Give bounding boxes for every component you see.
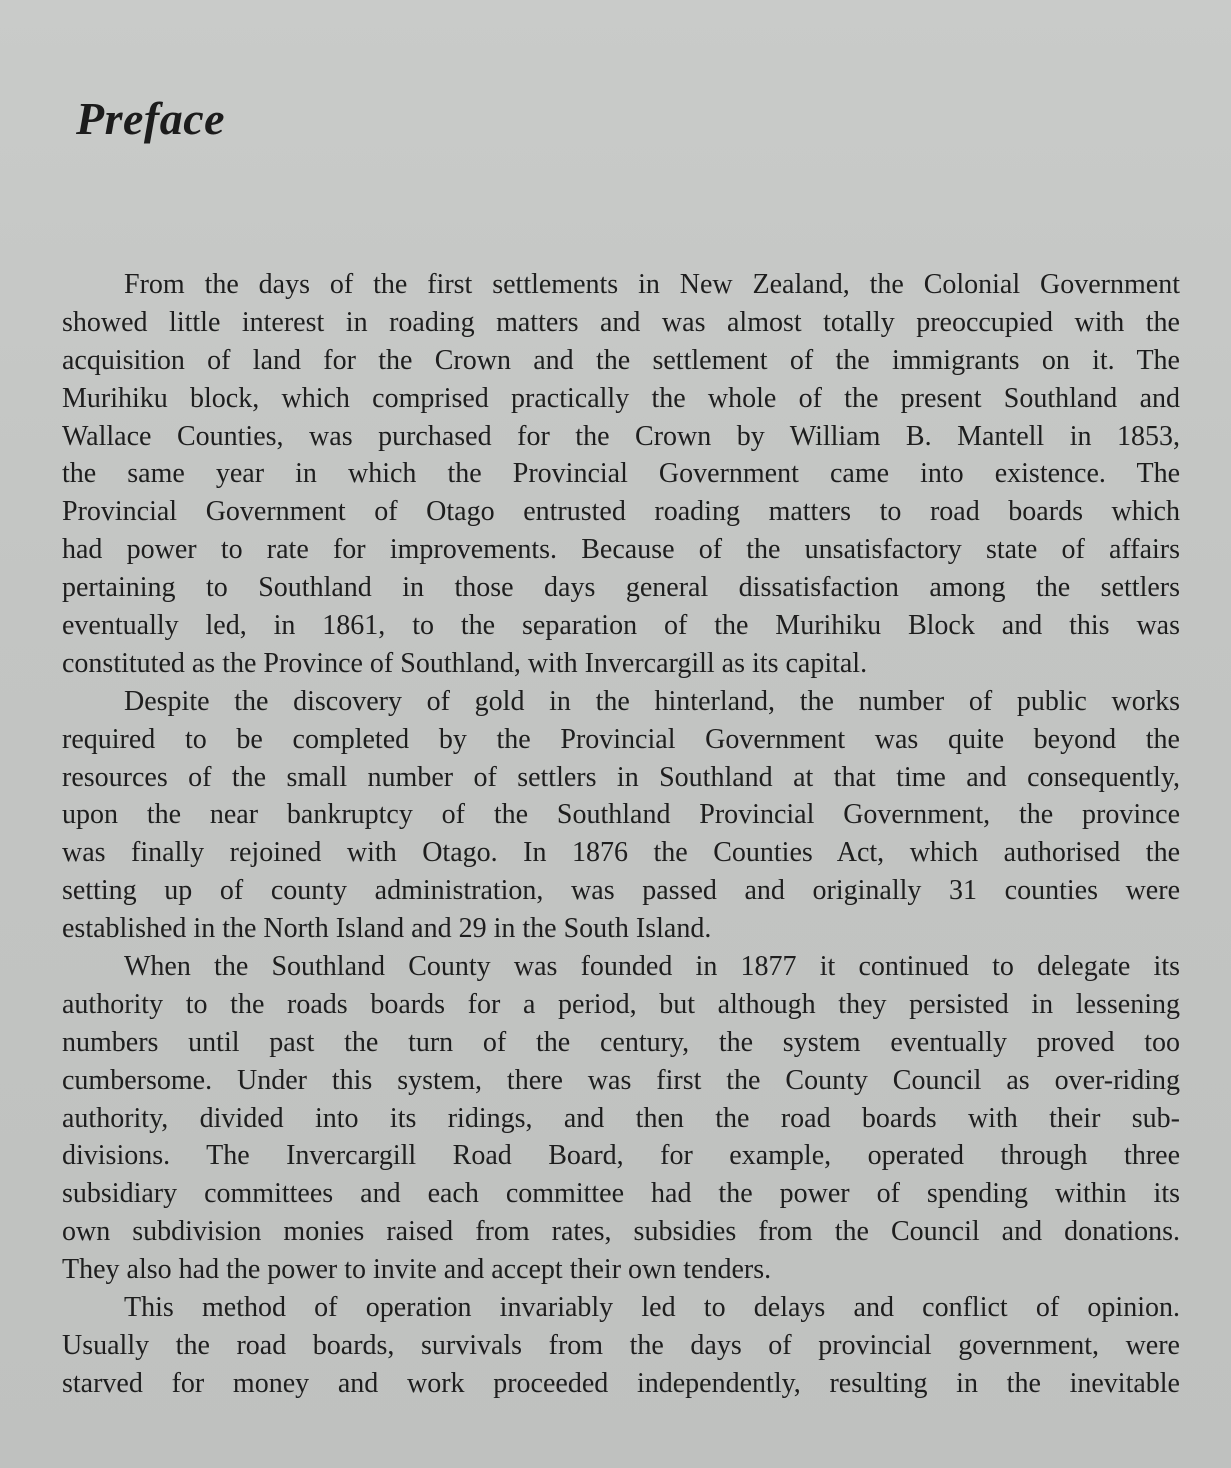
text-line: resources of the small number of settlers in Southland at that time and consequently, <box>62 761 1180 793</box>
text-line: authority to the roads boards for a period, but although they persisted in lessening <box>62 988 1180 1020</box>
text-line: cumbersome. Under this system, there was first the County Council as over-riding <box>62 1064 1180 1096</box>
paragraph-1 <box>62 266 1180 683</box>
preface-body <box>62 266 1180 1403</box>
text-line: divisions. The Invercargill Road Board, for example, operated through three <box>62 1140 1180 1172</box>
paragraph-3 <box>62 948 1180 1289</box>
text-line: acquisition of land for the Crown and the settlement of the immigrants on it. The <box>62 344 1180 376</box>
text-line: They also had the power to invite and accept their own tenders. <box>62 1254 772 1286</box>
text-line: Wallace Counties, was purchased for the Crown by William B. Mantell in 1853, <box>62 420 1180 452</box>
text-line: This method of operation invariably led to delays and conflict of opinion. <box>124 1292 1180 1324</box>
text-line: required to be completed by the Provincial Government was quite beyond the <box>62 723 1180 755</box>
text-line: eventually led, in 1861, to the separation of the Murihiku Block and this was <box>62 610 1180 642</box>
text-line: upon the near bankruptcy of the Southland Provincial Government, the province <box>62 799 1180 831</box>
text-line: authority, divided into its ridings, and then the road boards with their sub- <box>62 1102 1180 1134</box>
text-line: had power to rate for improvements. Because of the unsatisfactory state of affairs <box>62 534 1180 566</box>
text-line: the same year in which the Provincial Government came into existence. The <box>62 458 1180 490</box>
text-line: From the days of the first settlements in New Zealand, the Colonial Government <box>124 269 1180 300</box>
text-line: pertaining to Southland in those days general dissatisfaction among the settlers <box>62 572 1180 604</box>
text-line: Despite the discovery of gold in the hinterland, the number of public works <box>124 685 1180 717</box>
text-line: was finally rejoined with Otago. In 1876 the Counties Act, which authorised the <box>62 837 1180 869</box>
text-line: When the Southland County was founded in 1877 it continued to delegate its <box>124 951 1180 983</box>
text-line: constituted as the Province of Southland, with Invercargill as its capital. <box>62 647 868 679</box>
text-line: Provincial Government of Otago entrusted roading matters to road boards which <box>62 496 1180 528</box>
text-line: established in the North Island and 29 in the South Island. <box>62 913 712 945</box>
text-line: own subdivision monies raised from rates, subsidies from the Council and donations. <box>62 1216 1180 1248</box>
text-line: Murihiku block, which comprised practically the whole of the present Southland and <box>62 382 1180 414</box>
paragraph-2 <box>62 683 1180 948</box>
text-line: Usually the road boards, survivals from the days of provincial government, were <box>62 1329 1180 1361</box>
text-line: showed little interest in roading matters and was almost totally preoccupied with the <box>62 306 1180 338</box>
page-title: Preface <box>76 93 226 144</box>
text-line: setting up of county administration, was passed and originally 31 counties were <box>62 875 1180 907</box>
text-line: numbers until past the turn of the century, the system eventually proved too <box>62 1026 1180 1058</box>
text-line: subsidiary committees and each committee had the power of spending within its <box>62 1178 1180 1210</box>
text-line: starved for money and work proceeded independently, resulting in the inevitable <box>62 1367 1180 1399</box>
paragraph-4 <box>62 1289 1180 1403</box>
